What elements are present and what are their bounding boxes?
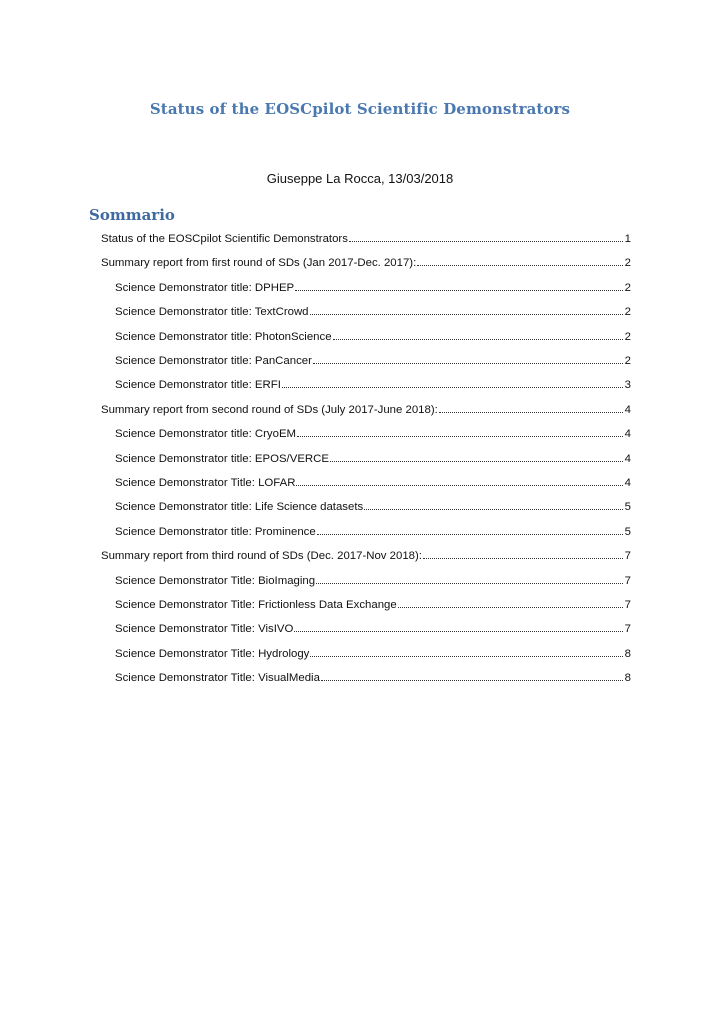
- toc-entry-title: Summary report from third round of SDs (Dec. 2017-Nov 2018):: [101, 550, 422, 563]
- toc-entry-title: Science Demonstrator Title: Hydrology: [115, 647, 310, 660]
- toc-dot-leader: [296, 483, 622, 486]
- toc-dot-leader: [423, 556, 623, 559]
- toc-dot-leader: [317, 532, 623, 535]
- toc-dot-leader: [439, 410, 623, 413]
- toc-page-number: 4: [624, 403, 631, 416]
- toc-dot-leader: [313, 361, 623, 364]
- toc-entry[interactable]: [115, 668, 631, 684]
- toc-entry[interactable]: [101, 229, 631, 245]
- toc-entry-title: Science Demonstrator Title: Frictionless Data Exchange: [115, 599, 397, 611]
- toc-entry-title: Science Demonstrator Title: VisIVO: [115, 623, 294, 636]
- toc-entry[interactable]: [115, 424, 631, 440]
- toc-entry-title: Science Demonstrator title: TextCrowd: [115, 306, 309, 319]
- toc-dot-leader: [310, 654, 622, 657]
- toc-entry[interactable]: [101, 400, 631, 416]
- toc-page-number: 7: [624, 599, 631, 611]
- toc-entry[interactable]: [115, 522, 631, 538]
- toc-dot-leader: [330, 459, 623, 462]
- toc-entry-title: Science Demonstrator title: PhotonScience: [115, 330, 332, 343]
- toc-entry[interactable]: [115, 449, 631, 465]
- toc-entry-title: Science Demonstrator title: ERFI: [115, 379, 281, 392]
- toc-dot-leader: [295, 288, 623, 291]
- toc-entry-title: Science Demonstrator title: Prominence: [115, 525, 316, 538]
- toc-entry-title: Science Demonstrator title: PanCancer: [115, 355, 312, 367]
- toc-dot-leader: [297, 434, 623, 437]
- toc-entry-title: Science Demonstrator title: Life Science datasets: [115, 501, 364, 514]
- toc-page-number: 2: [624, 330, 631, 343]
- toc-entry-title: Science Demonstrator title: DPHEP: [115, 281, 295, 294]
- toc-page-number: 7: [624, 574, 631, 587]
- toc-entry[interactable]: [115, 473, 631, 489]
- toc-entry[interactable]: [115, 351, 631, 367]
- toc-dot-leader: [310, 312, 623, 315]
- toc-page-number: 4: [624, 477, 631, 489]
- toc-entry-title: Summary report from first round of SDs (Jan 2017-Dec. 2017):: [101, 257, 417, 270]
- toc-entry-title: Science Demonstrator title: CryoEM: [115, 428, 297, 441]
- toc-dot-leader: [282, 385, 623, 388]
- document-title: Status of the EOSCpilot Scientific Demonstrators: [149, 100, 571, 118]
- toc-page-number: 7: [624, 550, 631, 563]
- toc-entry[interactable]: [115, 571, 631, 587]
- author-date-line: Giuseppe La Rocca, 13/03/2018: [266, 171, 454, 186]
- toc-dot-leader: [333, 337, 623, 340]
- toc-entry[interactable]: [101, 253, 631, 269]
- toc-page-number: 4: [624, 428, 631, 441]
- toc-entry[interactable]: [115, 302, 631, 318]
- toc-entry[interactable]: [115, 278, 631, 294]
- toc-entry-title: Science Demonstrator Title: BioImaging: [115, 574, 316, 587]
- toc-dot-leader: [364, 507, 622, 510]
- toc-dot-leader: [294, 629, 622, 632]
- toc-dot-leader: [398, 605, 623, 608]
- toc-page-number: 2: [624, 281, 631, 294]
- toc-entry-title: Summary report from second round of SDs (July 2017-June 2018):: [101, 403, 438, 416]
- toc-dot-leader: [417, 263, 622, 266]
- toc-dot-leader: [316, 581, 623, 584]
- toc-dot-leader: [321, 678, 623, 681]
- toc-heading: Sommario: [89, 206, 175, 224]
- toc-entry[interactable]: [115, 375, 631, 391]
- toc-page-number: 5: [624, 525, 631, 538]
- toc-entry[interactable]: [115, 595, 631, 611]
- toc-entry[interactable]: [101, 546, 631, 562]
- toc-page-number: 8: [624, 672, 631, 685]
- toc-entry-title: Science Demonstrator Title: LOFAR: [115, 477, 296, 489]
- toc-page-number: 2: [624, 257, 631, 270]
- toc-page-number: 3: [624, 379, 631, 392]
- toc-page-number: 4: [624, 452, 631, 465]
- toc-entry-title: Science Demonstrator title: EPOS/VERCE: [115, 452, 329, 465]
- toc-page-number: 2: [624, 306, 631, 319]
- toc-page-number: 7: [624, 623, 631, 636]
- toc-entry-title: Science Demonstrator Title: VisualMedia: [115, 672, 320, 685]
- toc-page-number: 2: [624, 355, 631, 367]
- toc-entry[interactable]: [115, 327, 631, 343]
- toc-entry[interactable]: [115, 497, 631, 513]
- toc-dot-leader: [349, 239, 623, 242]
- toc-page-number: 1: [624, 233, 631, 245]
- toc-page-number: 5: [624, 501, 631, 514]
- toc-page-number: 8: [624, 647, 631, 660]
- toc-entry[interactable]: [115, 644, 631, 660]
- toc-entry[interactable]: [115, 619, 631, 635]
- toc-entry-title: Status of the EOSCpilot Scientific Demonstrators: [101, 233, 348, 245]
